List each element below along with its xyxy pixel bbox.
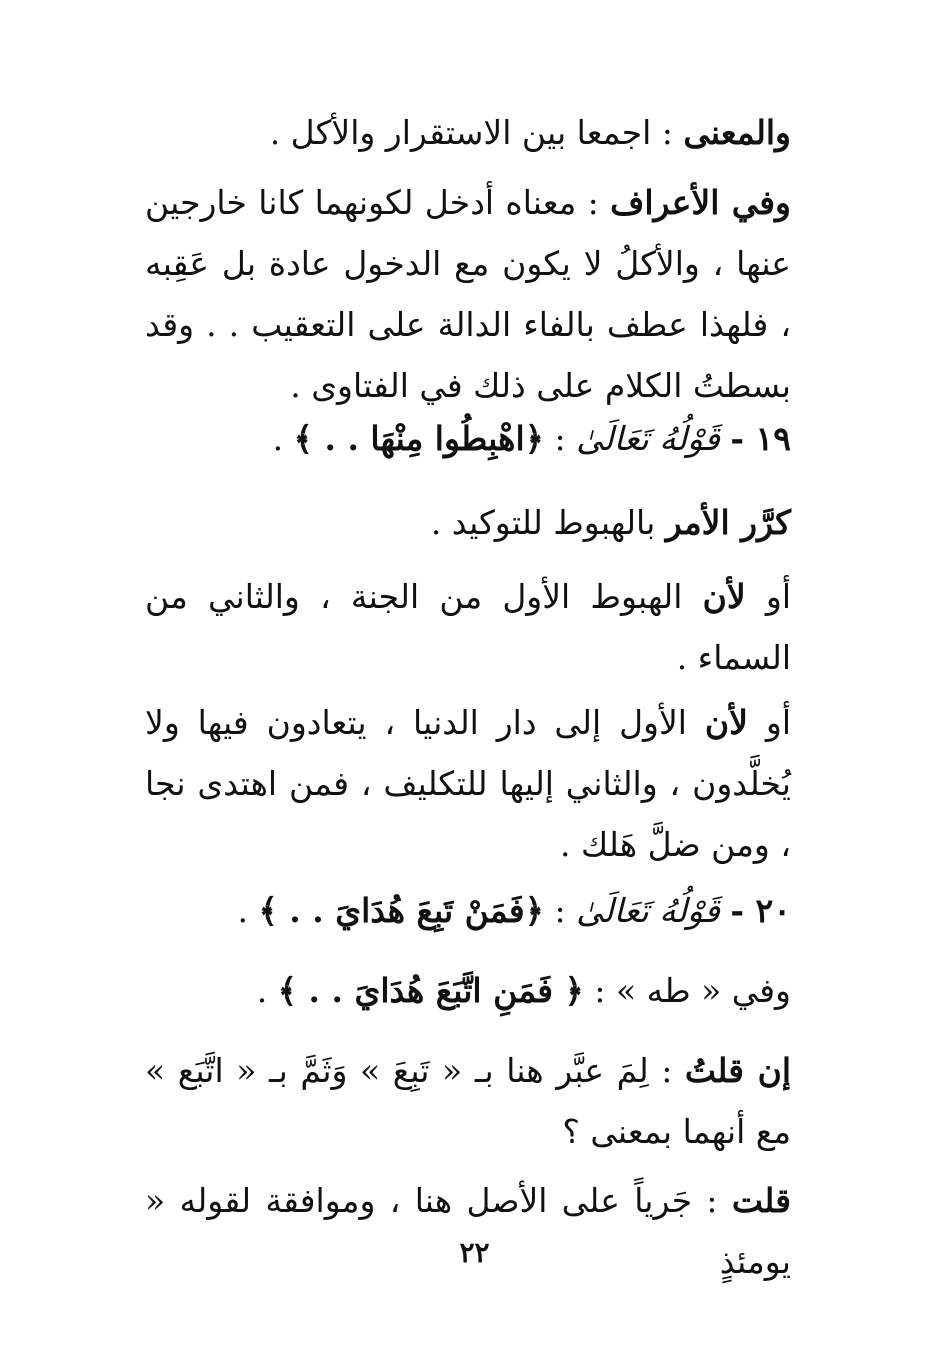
verse-intro: قَوْلُهُ تَعَالَىٰ	[576, 891, 720, 930]
paragraph-text: الهبوط الأول من الجنة ، والثاني من السماء .	[145, 577, 791, 677]
prefix: أو	[747, 703, 791, 742]
lead-term: لأن	[702, 577, 746, 616]
paragraph-answer	[145, 1170, 791, 1292]
paragraph-text: وفي « طه » :	[583, 971, 791, 1010]
paragraph-text: : اجمعا بين الاستقرار والأكل .	[269, 113, 684, 152]
paragraph-taha	[145, 960, 791, 1021]
paragraph-text: : معناه أدخل لكونهما كانا خارجين عنها ، والأكلُ لا يكون مع الدخول عادة بل عَقِبه ، فلهذا عطف بالفاء الدالة على التعقيب . . وقد بسطتُ الكلام على ذلك في الفتاوى .	[145, 183, 791, 405]
lead-term: قلت	[731, 1181, 791, 1220]
end-mark: .	[272, 419, 294, 458]
paragraph-araf	[145, 172, 791, 416]
paragraph-text: : لِمَ عبَّر هنا بـ « تَبِعَ » وَثَمَّ بـ « اتَّبَع » مع أنهما بمعنى ؟	[145, 1051, 791, 1151]
separator: :	[543, 891, 577, 930]
lead-term: لأن	[704, 703, 748, 742]
quran-verse: ﴿ فَمَنِ اتَّبَعَ هُدَايَ . . ﴾	[277, 971, 584, 1010]
paragraph-reason-2	[145, 692, 791, 875]
quran-verse: ﴿فَمَنْ تَبِعَ هُدَايَ . . ﴾	[258, 891, 544, 930]
separator: :	[543, 419, 577, 458]
lead-term: وفي الأعراف	[610, 183, 791, 222]
verse-number: ١٩ -	[730, 419, 791, 458]
paragraph-reason-1	[145, 566, 791, 688]
end-mark: .	[237, 891, 259, 930]
paragraph-repeat	[145, 492, 791, 553]
prefix: أو	[745, 577, 791, 616]
page-number: ٢٢	[459, 1236, 490, 1269]
quran-verse: ﴿اهْبِطُوا مِنْهَا . . ﴾	[293, 419, 544, 458]
lead-term: كرَّر الأمر	[665, 503, 791, 542]
verse-heading-19	[145, 408, 791, 469]
paragraph-question	[145, 1040, 791, 1162]
lead-term: إن قلتُ	[684, 1051, 791, 1090]
end-mark: .	[256, 971, 278, 1010]
paragraph-meaning	[145, 102, 791, 163]
paragraph-text: بالهبوط للتوكيد .	[430, 503, 666, 542]
verse-intro: قَوْلُهُ تَعَالَىٰ	[576, 419, 720, 458]
paragraph-text: : جَرياً على الأصل هنا ، وموافقة لقوله « يومئذٍ	[145, 1181, 791, 1281]
verse-heading-20	[145, 880, 791, 941]
paragraph-text: الأول إلى دار الدنيا ، يتعادون فيها ولا يُخلَّدون ، والثاني إليها للتكليف ، فمن اهتدى نجا ، ومن ضلَّ هَلك .	[145, 703, 791, 864]
lead-term: والمعنى	[683, 113, 791, 152]
verse-number: ٢٠ -	[730, 891, 791, 930]
